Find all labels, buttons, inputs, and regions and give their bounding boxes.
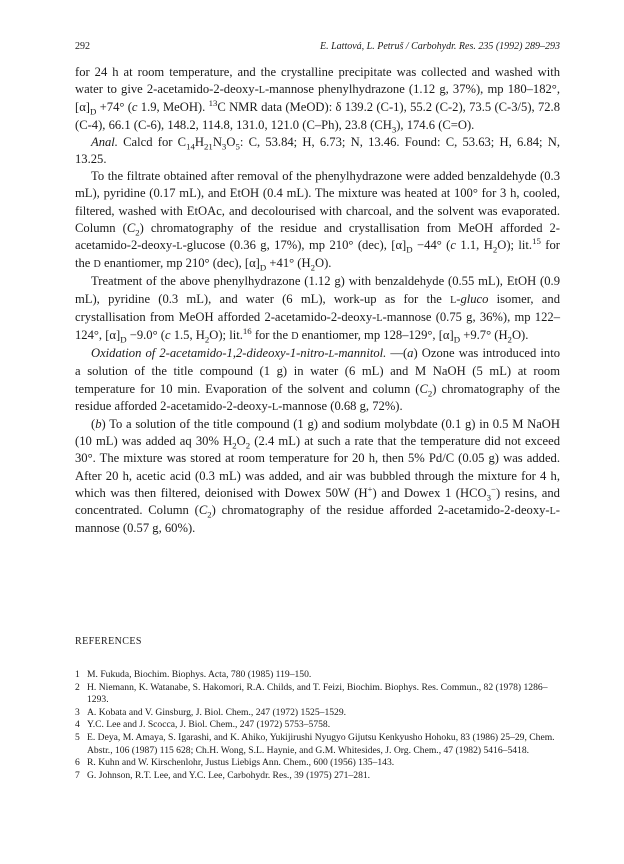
paragraph-filtrate: To the filtrate obtained after removal of the phenylhydrazone were added benzaldehyde (0.3 mL), pyridine (0.17 mL), and EtOH (0.4 mL). The mixture was heated at 100° for 3 h, cooled, filtered, washed with EtOAc, and decolourised with charcoal, and the solvent was evaporated. Column $(C_2)$ chromatography of the residue and crystallisation from MeOH afforded 2-acetamido-2-deoxy-L-glucose (0.36 g, 17%), mp 210° (dec), $[\alpha]_D -44^\circ$ (c 1.1, $H_2O$); lit.$^{15}$ for the D enantiomer, mp 210° (dec), $[\alpha]_D +41^\circ$ $(H_2O)$. <box>75 169 561 273</box>
paragraph-treatment: Treatment of the above phenylhydrazone (1.12 g) with benzaldehyde (0.55 mL), EtOH (0.9 mL), pyridine (0.3 mL), and water (6 mL), work-up as for the L-gluco isomer, and crystallisation from MeOH afforded 2-acetamido-2-deoxy-L-mannose (0.75 g, 36%), mp 122–124°, $[\alpha]_D -9.0^\circ$ (c 1.5, $H_2O$); lit.$^{16}$ for the D enantiomer, mp 128–129°, $[\alpha]_D +9.7^\circ$ $(H_2O)$. <box>75 274 560 345</box>
reference-item: 3 A. Kobata and V. Ginsburg, J. Biol. Chem., 247 (1972) 1525–1529. <box>75 706 347 718</box>
reference-item: 4 Y.C. Lee and J. Scocca, J. Biol. Chem., 247 (1972) 5753–5758. <box>75 719 331 731</box>
running-head: E. Lattová, L. Petruš / Carbohydr. Res. 235 (1992) 289–293 <box>320 41 560 52</box>
paragraph-analysis: Anal. Calcd for $C_{14}H_{21}N_3O_5$: C, 53.84; H, 6.73; N, 13.46. Found: C, 53.63; H, 6.84; N, 13.25. <box>75 134 561 167</box>
reference-item: 1 M. Fukuda, Biochim. Biophys. Acta, 780 (1985) 119–150. <box>75 669 312 680</box>
references-list <box>75 669 560 782</box>
page-header <box>75 40 560 54</box>
reference-item: 5 E. Deya, M. Amaya, S. Igarashi, and K. Ahiko, Yukijirushi Nyugyo Gijutsu Kenkyusho Hohoku, 83 (1986) 25–29, Chem. Abstr., 106 (1987) 115 628; Ch.H. Wong, S.L. Haynie, and G.M. Whitesides, J. Org. Chem., 47 (1982) 5416–5418. <box>75 731 555 756</box>
paragraph-continued: for 24 h at room temperature, and the crystalline precipitate was collected and washed with water to give 2-acetamido-2-deoxy-L-mannose phenylhydrazone (1.12 g, 37%), mp 180–182°, $[\alpha]_D +74^\circ$ (c 1.9, MeOH). $^{13}$C NMR data (MeOD): δ 139.2 (C-1), 55.2 (C-2), 73.5 (C-3/5), 72.8 (C-4), 66.1 (C-6), 148.2, 114.8, 131.0, 121.0 (C–Ph), 23.8 $(CH_3)$, 174.6 (C=O). <box>75 65 560 135</box>
reference-item: 2 H. Niemann, K. Watanabe, S. Hakomori, R.A. Childs, and T. Feizi, Biochim. Biophys. Res. Commun., 82 (1978) 1286–1293. <box>75 681 548 706</box>
paragraph-oxidation-b: (b) To a solution of the title compound (1 g) and sodium molybdate (0.1 g) in 0.5 M NaOH (10 mL) was added aq 30% $H_2O_2$ (2.4 mL) at such a rate that the temperature did not exceed 30°. The mixture was stored at room temperature for 20 h, then 5% Pd/C (0.05 g) was added. After 20 h, acetic acid (0.3 mL) was added, and air was bubbled through the mixture for 4 h, which was then filtered, deionised with Dowex 50W (H+) and Dowex 1 $(HCO_3^-)$ resins, and concentrated. Column $(C_2)$ chromatography of the residue afforded 2-acetamido-2-deoxy-L-mannose (0.57 g, 60%). <box>75 417 560 536</box>
paragraph-oxidation-a: Oxidation of 2-acetamido-1,2-dideoxy-1-nitro-L-mannitol. —(a) Ozone was introduced into a solution of the title compound (1 g) in water (6 mL) and M NaOH (5 mL) at room temperature for 10 min. Evaporation of the solvent and column $(C_2)$ chromatography of the residue afforded 2-acetamido-2-deoxy-L-mannose (0.68 g, 72%). <box>75 346 561 413</box>
reference-item: 6 R. Kuhn and W. Kirschenlohr, Justus Liebigs Ann. Chem., 600 (1956) 135–143. <box>75 757 395 769</box>
reference-item: 7 G. Johnson, R.T. Lee, and Y.C. Lee, Carbohydr. Res., 39 (1975) 271–281. <box>75 769 371 781</box>
references-heading: REFERENCES <box>75 636 142 647</box>
page-number: 292 <box>75 41 90 52</box>
article-body <box>75 64 560 537</box>
